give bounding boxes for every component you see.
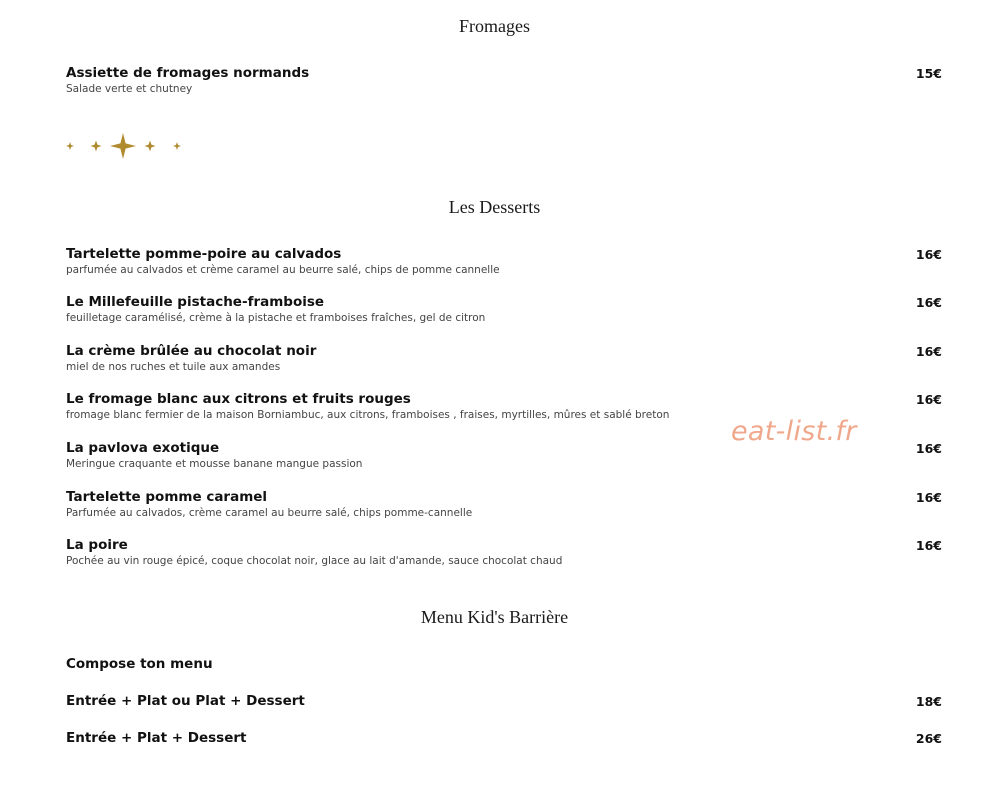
item-description: Meringue craquante et mousse banane mangue passion xyxy=(66,458,363,470)
section-title-kids-menu: Menu Kid's Barrière xyxy=(420,607,569,627)
section-title-fromages: Fromages xyxy=(459,16,530,36)
item-price: 16€ xyxy=(915,247,942,262)
item-name: La pavlova exotique xyxy=(66,440,220,456)
item-name: Compose ton menu xyxy=(66,656,213,672)
item-description: Pochée au vin rouge épicé, coque chocolat noir, glace au lait d'amande, sauce chocolat chaud xyxy=(66,555,563,567)
menu-item xyxy=(66,294,942,325)
large-star-icon xyxy=(110,133,136,159)
watermark: eat-list.fr xyxy=(731,416,857,447)
item-name: Tartelette pomme-poire au calvados xyxy=(66,246,342,262)
sparkle-stars-icon xyxy=(62,130,192,162)
menu-item xyxy=(66,537,942,568)
item-description: feuilletage caramélisé, crème à la pistache et framboises fraîches, gel de citron xyxy=(66,312,486,324)
small-star-icon xyxy=(173,142,181,150)
menu-item xyxy=(66,730,942,747)
item-name: Le fromage blanc aux citrons et fruits rouges xyxy=(66,391,411,407)
menu-item xyxy=(66,343,942,374)
menu-item xyxy=(66,65,942,96)
item-name: Entrée + Plat + Dessert xyxy=(66,730,247,746)
item-name: Entrée + Plat ou Plat + Dessert xyxy=(66,693,305,709)
menu-item xyxy=(66,656,942,673)
item-name: La crème brûlée au chocolat noir xyxy=(66,343,317,359)
medium-star-icon xyxy=(91,141,102,152)
item-price: 16€ xyxy=(915,490,942,505)
item-price: 16€ xyxy=(915,441,942,456)
item-price: 16€ xyxy=(915,392,942,407)
item-name: Assiette de fromages normands xyxy=(66,65,310,81)
item-name: La poire xyxy=(66,537,128,553)
item-description: miel de nos ruches et tuile aux amandes xyxy=(66,361,281,373)
item-price: 16€ xyxy=(915,538,942,553)
item-description: parfumée au calvados et crème caramel au beurre salé, chips de pomme cannelle xyxy=(66,264,500,276)
item-price: 16€ xyxy=(915,295,942,310)
menu-item xyxy=(66,489,942,520)
item-price: 26€ xyxy=(915,731,942,746)
item-name: Le Millefeuille pistache-framboise xyxy=(66,294,325,310)
item-description: fromage blanc fermier de la maison Borniambuc, aux citrons, framboises , fraises, myrtilles, mûres et sablé breton xyxy=(66,409,670,421)
item-price: 16€ xyxy=(915,344,942,359)
item-description: Parfumée au calvados, crème caramel au beurre salé, chips pomme-cannelle xyxy=(66,507,473,519)
small-star-icon xyxy=(66,142,74,150)
item-description: Salade verte et chutney xyxy=(66,83,193,95)
medium-star-icon xyxy=(145,141,156,152)
menu-item xyxy=(66,693,942,710)
section-title-desserts: Les Desserts xyxy=(448,197,541,217)
item-price: 15€ xyxy=(915,66,942,81)
menu-item xyxy=(66,246,942,277)
item-price: 18€ xyxy=(915,694,942,709)
item-name: Tartelette pomme caramel xyxy=(66,489,268,505)
